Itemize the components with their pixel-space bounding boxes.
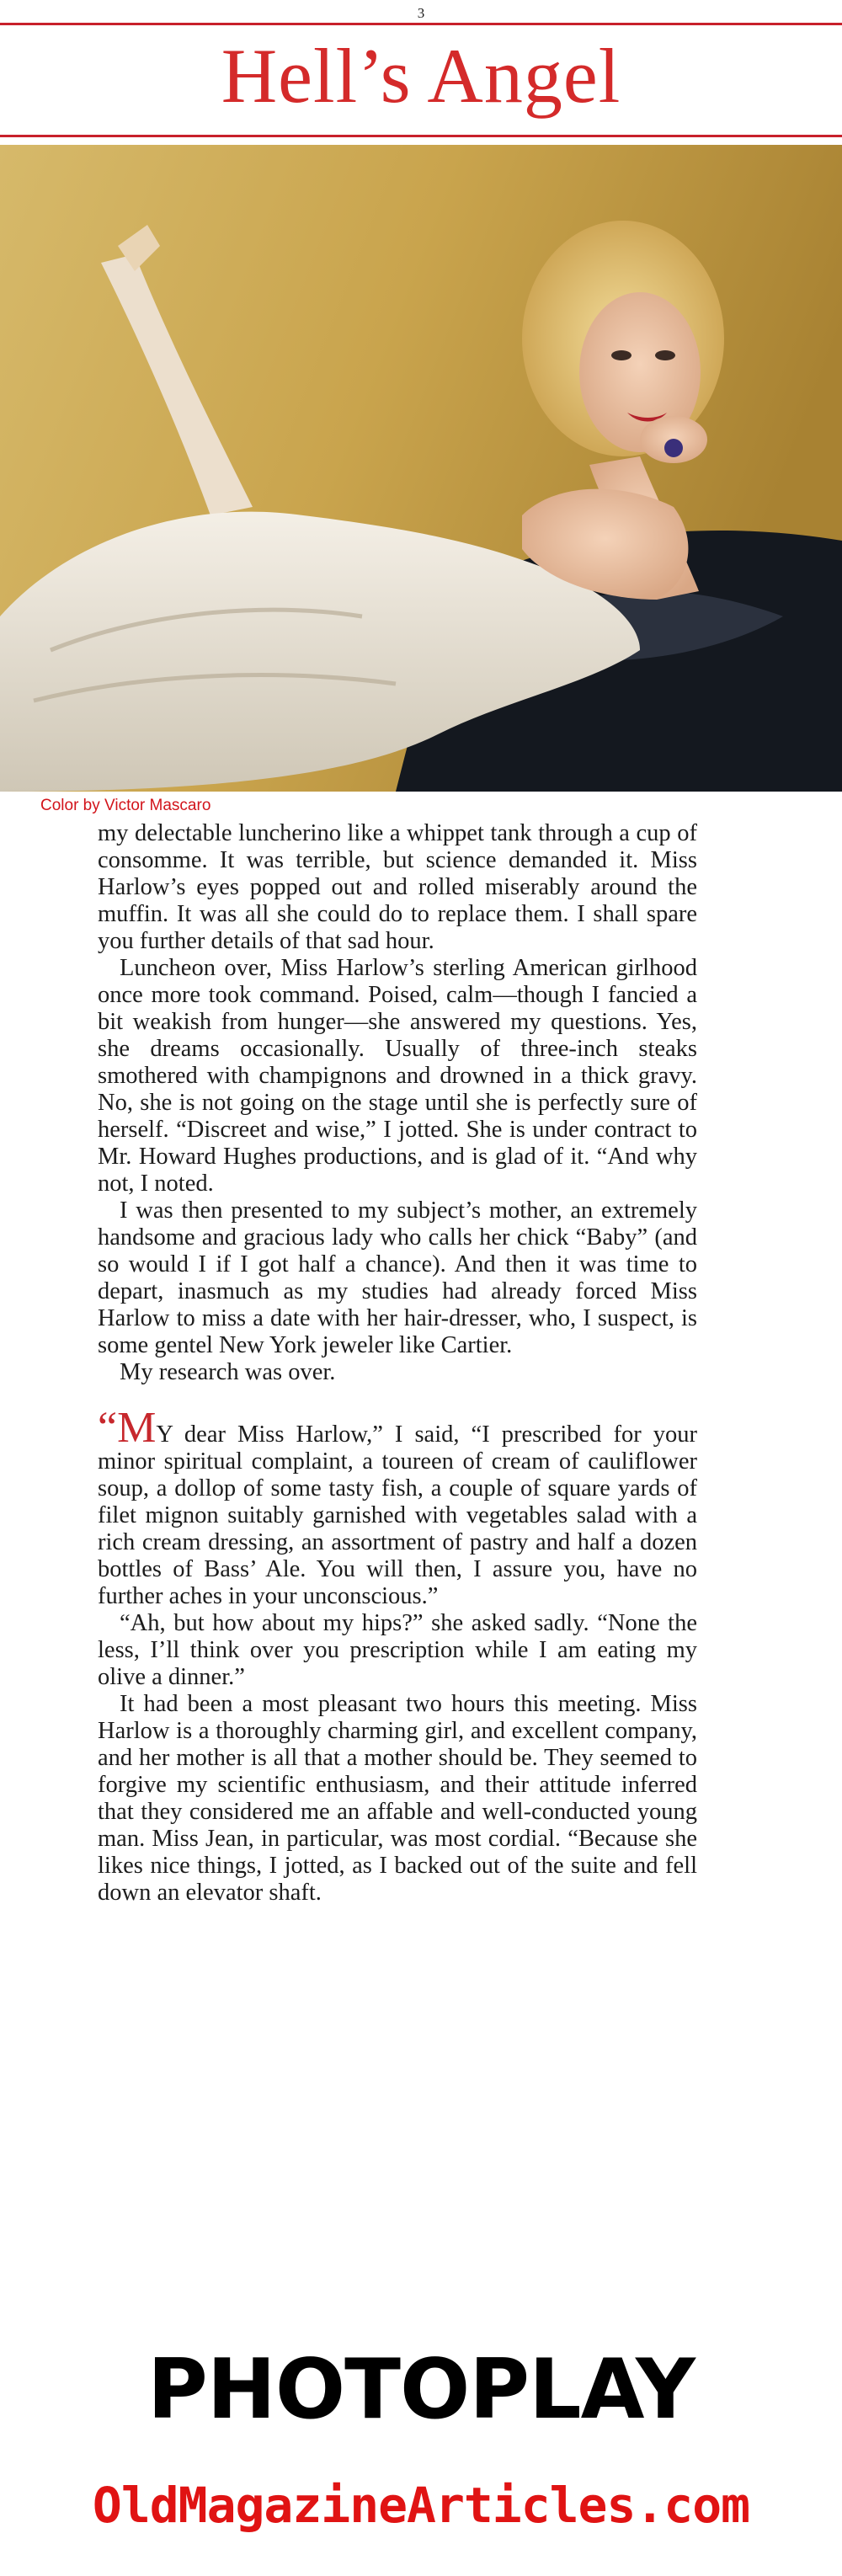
drop-cap: M [117,1404,157,1452]
lead-text: Y dear Miss Harlow,” I said, “I prescribed for your minor spiritual complaint, a toureen of cream of cauliflower soup, a dollop of some tasty fish, a couple of square yards of filet mignon suitably garnished with vegetables salad with a rich cream dressing, an assortment of pastry and half a dozen bottles of Bass’ Ale. You will then, I assure you, have no further aches in your unconscious.” [98,1421,697,1609]
article-paragraph: “Ah, but how about my hips?” she asked sadly. “None the less, I’ll think over you prescription while I am eating my olive a dinner.” [98,1610,697,1690]
photo-caption: Color by Victor Mascaro [40,797,211,814]
magazine-masthead: PHOTOPLAY [147,2342,695,2438]
article-paragraph: My research was over. [120,1359,336,1385]
article-body [98,820,697,1907]
article-paragraph: Luncheon over, Miss Harlow’s sterling American girlhood once more took command. Poised, calm—though I fancied a bit weakish from hunger—she answered my questions. Yes, she dreams occasionally. Usually of three-inch steaks smothered with champignons and drowned in a thick gravy. No, she is not going on the stage until she is perfectly sure of herself. “Discreet and wise,” I jotted. She is under contract to Mr. Howard Hughes productions, and is glad of it. “And why not, I noted. [98,955,697,1197]
article-paragraph-lead [98,1404,697,1610]
portrait-photo [0,145,842,792]
article-paragraph: It had been a most pleasant two hours this meeting. Miss Harlow is a thoroughly charming girl, and excellent company, and her mother is all that a mother should be. They seemed to forgive my scientific enthusiasm, and their attitude inferred that they considered me an affable and well-conducted young man. Miss Jean, in particular, was most cordial. “Because she likes nice things, I jotted, as I backed out of the suite and fell down an elevator shaft. [98,1691,697,1906]
article-paragraph: I was then presented to my subject’s mother, an extremely handsome and gracious lady who calls her chick “Baby” (and so would I if I got half a chance). And then it was time to depart, inasmuch as my studies had already forced Miss Harlow to miss a date with her hair-dresser, who, I suspect, is some gentel New York jeweler like Cartier. [98,1197,697,1358]
page-number: 3 [417,5,425,21]
article-paragraph: my delectable luncherino like a whippet tank through a cup of consomme. It was terrible, but science demanded it. Miss Harlow’s eyes popped out and rolled miserably around the muffin. It was all she could do to replace them. I shall spare you further details of that sad hour. [98,820,697,954]
header-rule-bottom [0,135,842,137]
site-name: OldMagazineArticles.com [92,2477,750,2534]
header-rule-top [0,23,842,25]
opening-quote: “ [98,1404,118,1452]
article-title: Hell’s Angel [221,33,621,119]
